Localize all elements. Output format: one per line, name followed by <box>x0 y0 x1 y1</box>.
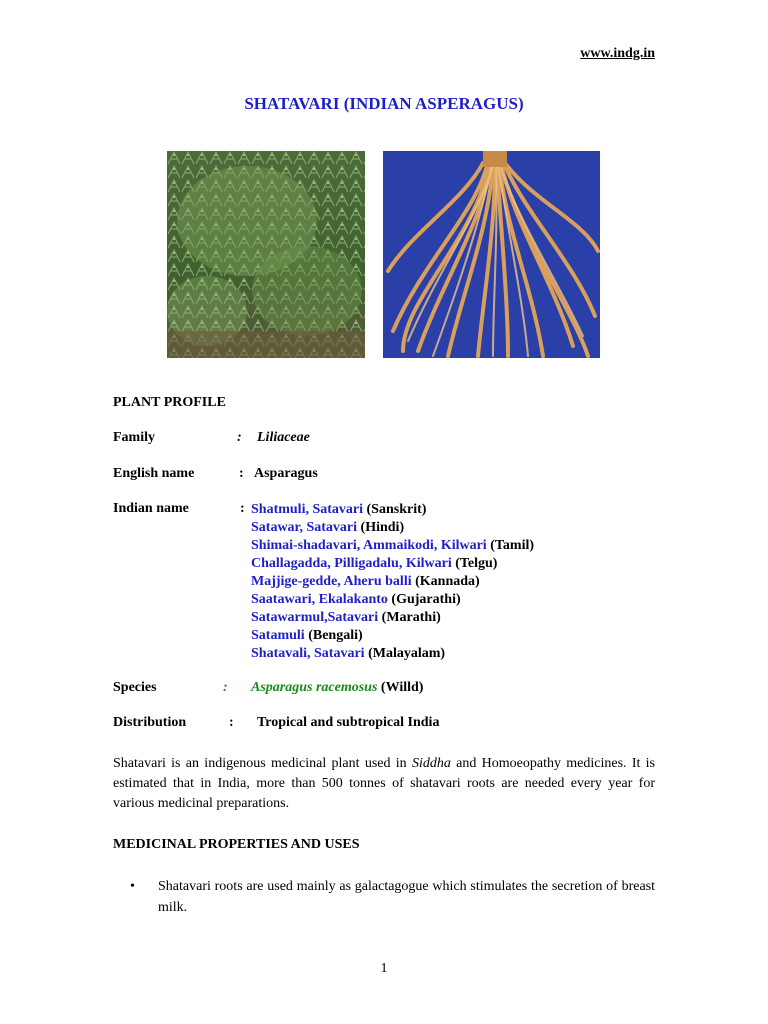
indian-name-row: Shimai-shadavari, Ammaikodi, Kilwari (Tamil) <box>251 538 535 553</box>
intro-paragraph: Shatavari is an indigenous medicinal plant used in Siddha and Homoeopathy medicines. It is estimated that in India, more than 500 tonnes of shatavari roots are needed every year for various medicinal preparations. <box>113 756 656 811</box>
page-number: 1 <box>380 961 388 976</box>
distribution-colon: : <box>229 715 234 730</box>
family-value: Liliaceae <box>257 430 310 445</box>
indian-name-row: Shatavali, Satavari (Malayalam) <box>251 646 446 661</box>
english-name-label: English name <box>113 466 195 481</box>
indian-name-row: Satawar, Satavari (Hindi) <box>251 520 405 535</box>
distribution-label: Distribution <box>113 715 187 730</box>
species-value <box>251 680 423 696</box>
medicinal-properties-heading: MEDICINAL PROPERTIES AND USES <box>113 837 360 852</box>
bullet-icon: • <box>130 879 135 894</box>
indian-name-row: Saatawari, Ekalakanto (Gujarathi) <box>251 592 461 607</box>
family-colon: : <box>237 430 242 445</box>
indian-name-row: Satamuli (Bengali) <box>251 628 363 643</box>
site-url[interactable]: www.indg.in <box>580 46 655 61</box>
indian-name-row: Shatmuli, Satavari (Sanskrit) <box>251 502 427 517</box>
indian-names-list <box>251 501 534 663</box>
distribution-value: Tropical and subtropical India <box>257 715 440 730</box>
indian-name-colon: : <box>240 501 245 516</box>
indian-name-row: Majjige-gedde, Aheru balli (Kannada) <box>251 574 480 589</box>
species-name: Asparagus racemosus <box>251 680 378 695</box>
english-name-colon: : <box>239 466 244 481</box>
asparagus-root-photo <box>383 151 600 358</box>
species-label: Species <box>113 680 157 695</box>
indian-name-row: Satawarmul,Satavari (Marathi) <box>251 610 441 625</box>
species-colon: : <box>223 680 228 695</box>
bullet-text: Shatavari roots are used mainly as galactagogue which stimulates the secretion of breast milk. <box>158 879 655 915</box>
family-label: Family <box>113 430 155 445</box>
species-author: (Willd) <box>380 680 424 695</box>
indian-name-row: Challagadda, Pilligadalu, Kilwari (Telgu) <box>251 556 498 571</box>
page-title: SHATAVARI (INDIAN ASPERAGUS) <box>244 94 524 113</box>
asparagus-plant-photo <box>167 151 365 358</box>
plant-profile-heading: PLANT PROFILE <box>113 395 226 410</box>
english-name-value: Asparagus <box>254 466 318 481</box>
indian-name-label: Indian name <box>113 501 189 516</box>
